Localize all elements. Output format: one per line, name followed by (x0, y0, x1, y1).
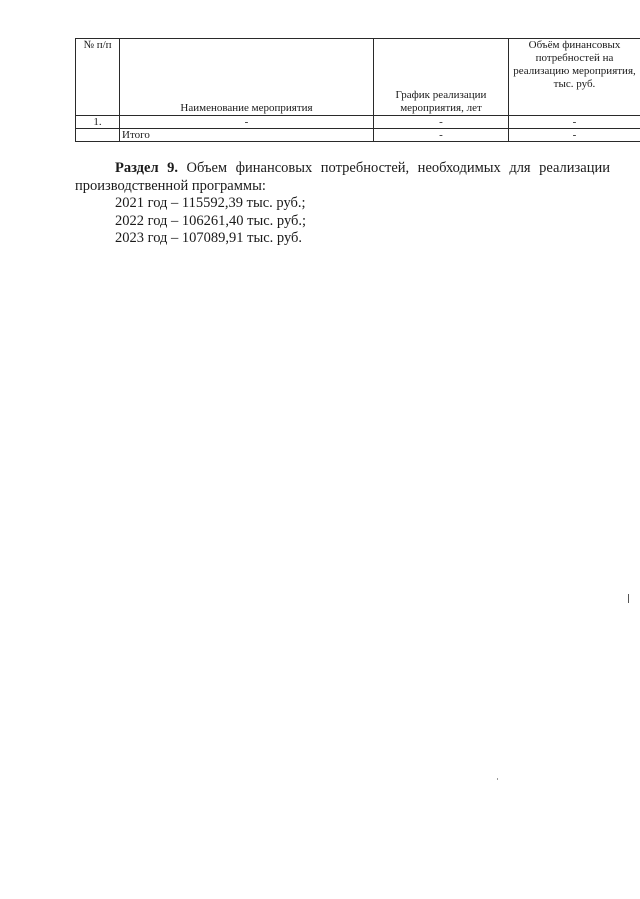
activities-table (75, 38, 640, 142)
header-number: № п/п (76, 39, 120, 116)
year-line-2022: 2022 год – 106261,40 тыс. руб.; (115, 212, 307, 229)
row-activity-name: - (120, 116, 374, 129)
section-9-text: Объем финансовых потребностей, необходимых для реализации производственной программы: (75, 160, 610, 194)
year-line-2023: 2023 год – 107089,91 тыс. руб. (115, 230, 303, 246)
total-label: Итого (120, 129, 374, 142)
table-header-row (76, 39, 640, 116)
year-line-2021: 2021 год – 115592,39 тыс. руб.; (115, 195, 306, 211)
section-9-paragraph (75, 160, 610, 195)
total-finance: - (509, 129, 640, 142)
table-row (76, 116, 640, 129)
header-activity-name: Наименование мероприятия (120, 39, 374, 116)
row-schedule: - (374, 116, 509, 129)
row-number: 1. (76, 116, 120, 129)
margin-scan-mark (628, 594, 629, 603)
scan-speck (497, 778, 498, 780)
total-number-cell (76, 129, 120, 142)
total-schedule: - (374, 129, 509, 142)
table-total-row (76, 129, 640, 142)
section-9-block (75, 160, 610, 248)
header-finance: Объём финансовых потребностей на реализацию мероприятия, тыс. руб. (509, 39, 640, 116)
row-finance: - (509, 116, 640, 129)
header-schedule: График реализации мероприятия, лет (374, 39, 509, 116)
section-9-label: Раздел 9. (115, 160, 178, 176)
